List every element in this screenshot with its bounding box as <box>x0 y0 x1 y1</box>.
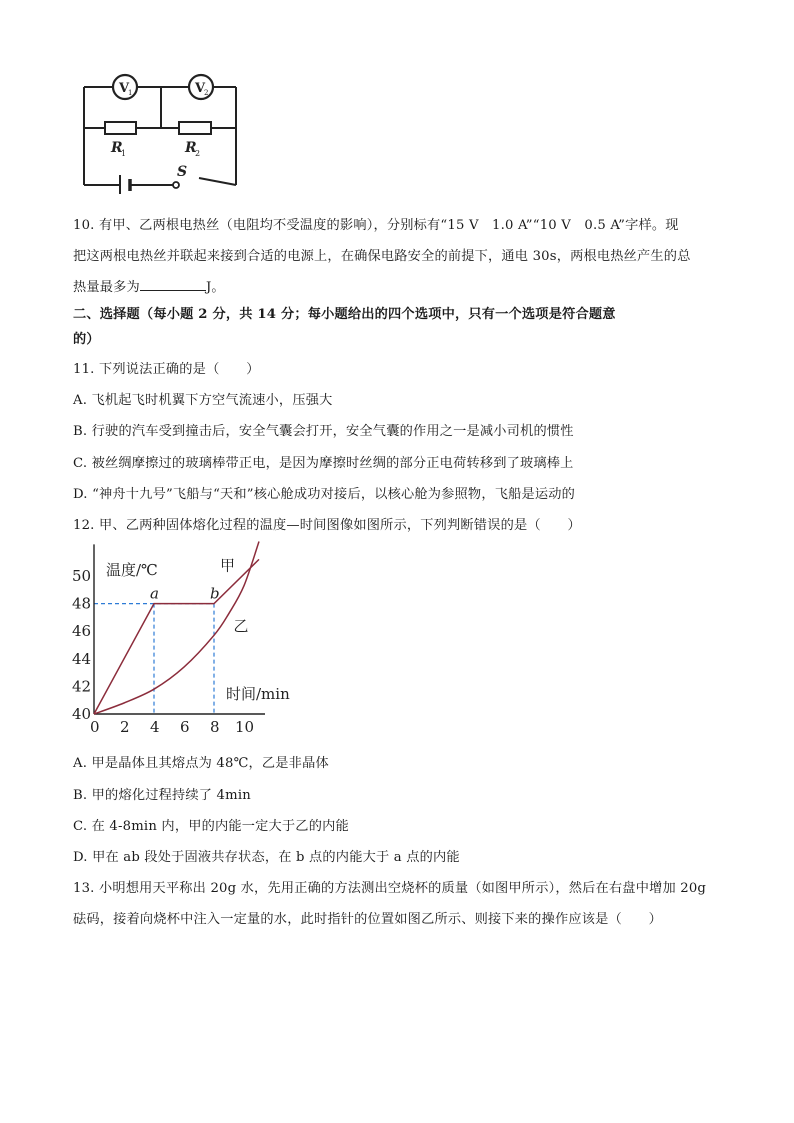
q11-option-c: C. 被丝绸摩擦过的玻璃棒带正电，是因为摩擦时丝绸的部分正电荷转移到了玻璃棒上 <box>73 456 574 471</box>
battery-icon <box>120 175 130 194</box>
x-tick-label-8: 8 <box>210 718 220 736</box>
answer-blank[interactable] <box>140 278 206 291</box>
q10-line-3-pre: 热量最多为 <box>73 280 140 295</box>
y-axis-title: 温度/℃ <box>106 561 158 579</box>
q12-option-b: B. 甲的熔化过程持续了 4min <box>73 788 251 803</box>
x-tick-label-0: 0 <box>90 718 100 736</box>
x-axis-title: 时间/min <box>226 685 290 703</box>
svg-text:2: 2 <box>204 89 209 97</box>
y-tick-label-50: 50 <box>72 567 92 585</box>
resistor-r1 <box>105 122 136 134</box>
q10-line-1: 10. 有甲、乙两根电热丝（电阻均不受温度的影响），分别标有“15 V 1.0 A”“10 V 0.5 A”字样。现 <box>73 218 679 233</box>
q12-option-d: D. 甲在 ab 段处于固液共存状态，在 b 点的内能大于 a 点的内能 <box>73 850 460 865</box>
svg-text:S: S <box>177 164 188 180</box>
switch-icon <box>173 164 187 188</box>
svg-text:V: V <box>119 81 130 96</box>
x-tick-label-2: 2 <box>120 718 130 736</box>
y-tick-label-40: 40 <box>72 705 92 723</box>
q11-option-b: B. 行驶的汽车受到撞击后，安全气囊会打开，安全气囊的作用之一是减小司机的惯性 <box>73 424 574 439</box>
q10-line-2: 把这两根电热丝并联起来接到合适的电源上，在确保电路安全的前提下，通电 30s，两根电热丝产生的总 <box>73 249 691 264</box>
svg-text:R: R <box>111 140 123 156</box>
y-tick-label-44: 44 <box>72 649 92 668</box>
q13-line-2: 砝码，接着向烧杯中注入一定量的水，此时指针的位置如图乙所示、则接下来的操作应该是（ ） <box>73 912 663 927</box>
svg-text:1: 1 <box>121 149 127 158</box>
q12-option-a: A. 甲是晶体且其熔点为 48℃，乙是非晶体 <box>73 756 329 771</box>
temperature-time-chart <box>66 538 306 740</box>
svg-text:1: 1 <box>128 89 133 97</box>
svg-text:2: 2 <box>195 149 201 158</box>
resistor-r2 <box>179 122 211 134</box>
section-2-heading-line-2: 的） <box>73 332 100 347</box>
section-2-heading-line-1: 二、选择题（每小题 2 分，共 14 分；每小题给出的四个选项中，只有一个选项是符合题意 <box>73 307 616 322</box>
svg-text:R: R <box>185 140 197 156</box>
x-tick-label-4: 4 <box>150 718 160 736</box>
y-tick-label-48: 48 <box>72 594 92 613</box>
point-label-b: b <box>210 584 220 603</box>
q12-option-c: C. 在 4-8min 内，甲的内能一定大于乙的内能 <box>73 819 349 834</box>
q10-line-3-post: J。 <box>205 280 225 295</box>
x-tick-label-10: 10 <box>235 718 255 736</box>
q11-option-d: D. “神舟十九号”飞船与“天和”核心舱成功对接后，以核心舱为参照物，飞船是运动的 <box>73 487 576 502</box>
series-label-1: 乙 <box>233 617 249 636</box>
svg-text:V: V <box>195 81 206 96</box>
series-label-0: 甲 <box>220 556 236 575</box>
y-tick-label-42: 42 <box>72 677 92 696</box>
q12-stem: 12. 甲、乙两种固体熔化过程的温度—时间图像如图所示，下列判断错误的是（ ） <box>73 518 581 533</box>
y-tick-label-46: 46 <box>72 622 92 641</box>
q10-line-3 <box>73 276 225 295</box>
point-label-a: a <box>150 584 159 603</box>
q11-option-a: A. 飞机起飞时机翼下方空气流速小，压强大 <box>73 393 333 408</box>
q13-line-1: 13. 小明想用天平称出 20g 水，先用正确的方法测出空烧杯的质量（如图甲所示），然后在右盘中增加 20g <box>73 881 707 896</box>
q11-stem: 11. 下列说法正确的是（ ） <box>73 362 260 377</box>
x-tick-label-6: 6 <box>180 718 190 736</box>
circuit-diagram <box>78 72 244 194</box>
